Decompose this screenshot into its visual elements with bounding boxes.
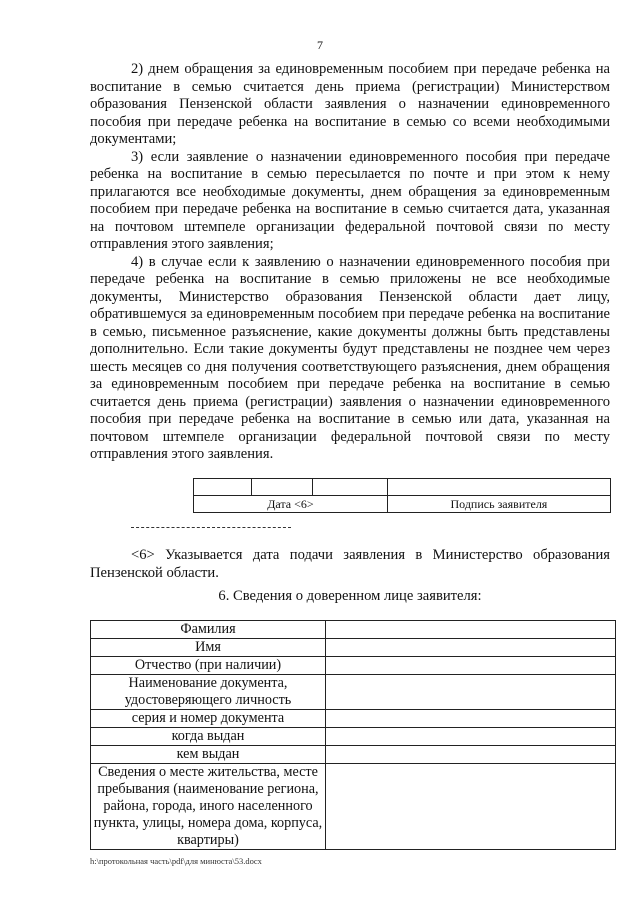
row-label-patronymic: Отчество (при наличии) [91, 657, 326, 675]
signature-cell[interactable] [387, 479, 610, 496]
series-number-field[interactable] [326, 710, 616, 728]
row-label-series-number: серия и номер документа [91, 710, 326, 728]
trusted-person-table [90, 620, 616, 850]
table-row [91, 746, 616, 764]
file-path-footer: h:\протокольная часть\pdf\для минюста\53.docx [90, 856, 262, 866]
patronymic-field[interactable] [326, 657, 616, 675]
date-day-cell[interactable] [194, 479, 252, 496]
table-row [91, 710, 616, 728]
row-label-residence: Сведения о месте жительства, месте пребывания (наименование региона, района, города, иного населенного пункта, улицы, номера дома, корпуса, квартиры) [91, 764, 326, 850]
paragraph-2: 2) днем обращения за единовременным пособием при передаче ребенка на воспитание в семью считается день приема (регистрации) Министерством образования Пензенской области заявления о назначении единовременного пособия при передаче ребенка на воспитание в семью со всеми необходимыми документами; [90, 61, 610, 147]
residence-field[interactable] [326, 764, 616, 850]
name-field[interactable] [326, 639, 616, 657]
table-row [91, 639, 616, 657]
row-label-surname: Фамилия [91, 621, 326, 639]
row-label-issue-date: когда выдан [91, 728, 326, 746]
table-row [91, 657, 616, 675]
footnote-text: <6> Указывается дата подачи заявления в Министерство образования Пензенской области. [90, 547, 610, 581]
section-title: 6. Сведения о доверенном лице заявителя: [218, 588, 482, 604]
id-document-field[interactable] [326, 675, 616, 710]
paragraph-3: 3) если заявление о назначении единовременного пособия при передаче ребенка на воспитание в семью пересылается по почте и при этом к нему прилагаются все необходимые документы, днем обращения за единовременным пособием при передаче ребенка на воспитание в семью считается дата, указанная на почтовом штемпеле организации федеральной почтовой связи по месту отправления этого заявления; [90, 148, 610, 252]
footnote-separator [131, 527, 291, 528]
table-row [91, 764, 616, 850]
date-year-cell[interactable] [313, 479, 388, 496]
table-row [91, 728, 616, 746]
row-label-id-document: Наименование документа, удостоверяющего личность [91, 675, 326, 710]
signature-label: Подпись заявителя [387, 496, 610, 513]
paragraph-4: 4) в случае если к заявлению о назначении единовременного пособия при передаче ребенка на воспитание в семью приложены не все необходимые документы, Министерство образования Пензенской области дает лицу, обратившемуся за единовременным пособием при передаче ребенка на воспитание в семью, письменное разъяснение, какие документы должны быть представлены дополнительно. Если такие документы будут представлены не позднее чем через шесть месяцев со дня получения соответствующего разъяснения, днем обращения за единовременным пособием при передаче ребенка на воспитание в семью считается день приема (регистрации) заявления о назначении единовременного пособия при передаче ребенка на воспитание в семью или дата, указанная на почтовом штемпеле организации федеральной почтовой связи по месту отправления этого заявления. [90, 253, 610, 462]
date-month-cell[interactable] [251, 479, 313, 496]
issue-date-field[interactable] [326, 728, 616, 746]
surname-field[interactable] [326, 621, 616, 639]
issued-by-field[interactable] [326, 746, 616, 764]
page-number: 7 [317, 38, 323, 52]
signature-field-row [194, 479, 611, 496]
footnote [90, 546, 610, 582]
date-label: Дата <6> [194, 496, 388, 513]
body-text [90, 61, 610, 464]
row-label-name: Имя [91, 639, 326, 657]
row-label-issued-by: кем выдан [91, 746, 326, 764]
table-row [91, 621, 616, 639]
table-row [91, 675, 616, 710]
signature-caption-row [194, 496, 611, 513]
signature-table [193, 478, 611, 513]
